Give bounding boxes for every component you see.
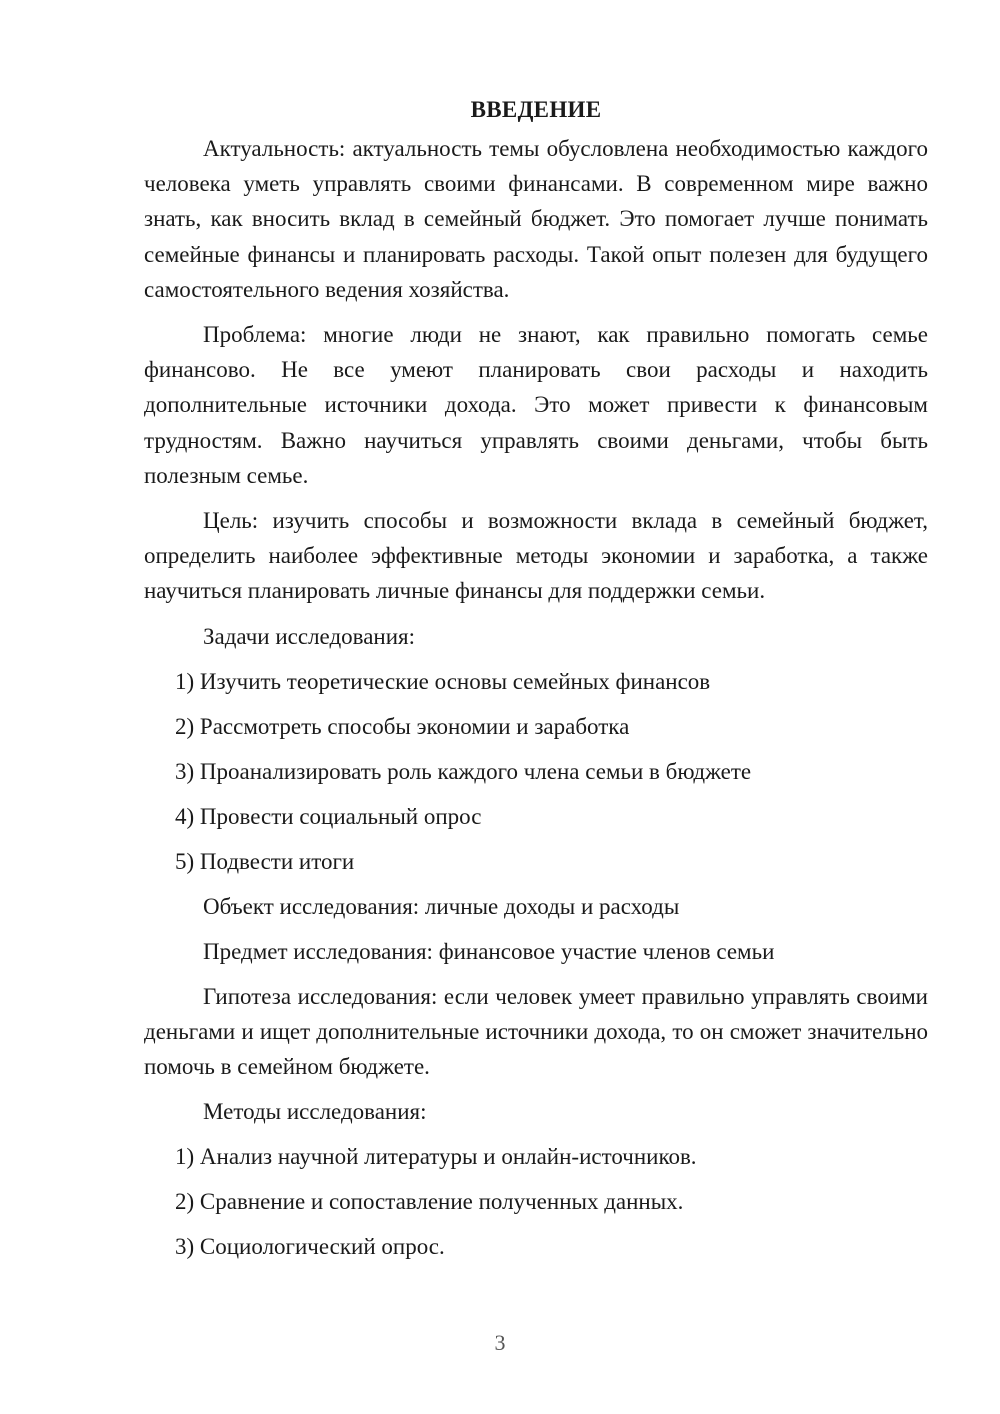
list-item: 2) Рассмотреть способы экономии и заработка <box>175 713 630 739</box>
goal-paragraph: Цель: изучить способы и возможности вклада в семейный бюджет, определить наиболее эффективные методы экономии и заработка, а также научиться планировать личные финансы для поддержки семьи. <box>144 508 928 604</box>
page-number: 3 <box>494 1330 506 1355</box>
list-item: 1) Изучить теоретические основы семейных финансов <box>175 668 711 694</box>
document-page <box>144 92 928 1274</box>
list-item: 4) Провести социальный опрос <box>175 803 482 829</box>
object-line: Объект исследования: личные доходы и расходы <box>203 893 680 919</box>
problem-paragraph: Проблема: многие люди не знают, как правильно помогать семье финансово. Не все умеют планировать свои расходы и находить дополнительные источники дохода. Это может привести к финансовым трудностям. Важно научиться управлять своими деньгами, чтобы быть полезным семье. <box>144 322 928 488</box>
list-item: 1) Анализ научной литературы и онлайн-источников. <box>175 1144 697 1170</box>
page-title: ВВЕДЕНИЕ <box>470 97 602 122</box>
list-item: 5) Подвести итоги <box>175 848 355 874</box>
subject-line: Предмет исследования: финансовое участие членов семьи <box>203 938 775 964</box>
methods-list <box>144 1139 928 1264</box>
list-item: 3) Проанализировать роль каждого члена семьи в бюджете <box>175 758 752 784</box>
tasks-label: Задачи исследования: <box>203 623 416 649</box>
methods-label: Методы исследования: <box>203 1099 427 1125</box>
list-item: 2) Сравнение и сопоставление полученных данных. <box>175 1189 684 1215</box>
list-item: 3) Социологический опрос. <box>175 1234 445 1260</box>
tasks-list <box>144 664 928 879</box>
relevance-paragraph: Актуальность: актуальность темы обусловлена необходимостью каждого человека уметь управлять своими финансами. В современном мире важно знать, как вносить вклад в семейный бюджет. Это помогает лучше понимать семейные финансы и планировать расходы. Такой опыт полезен для будущего самостоятельного ведения хозяйства. <box>144 136 928 302</box>
hypothesis-paragraph: Гипотеза исследования: если человек умеет правильно управлять своими деньгами и ищет дополнительные источники дохода, то он сможет значительно помочь в семейном бюджете. <box>144 983 928 1080</box>
